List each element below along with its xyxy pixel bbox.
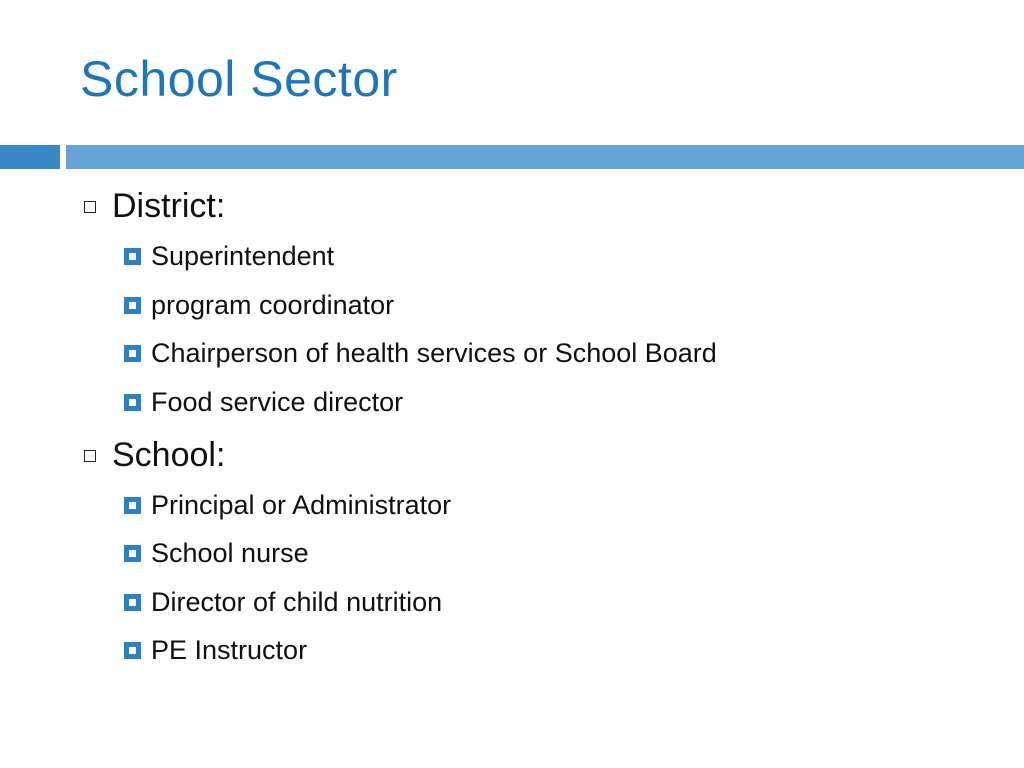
list-item-label: Food service director — [151, 387, 404, 417]
hollow-square-bullet-icon — [84, 201, 96, 213]
title-rule-left — [0, 145, 60, 169]
list-item-label: Superintendent — [151, 241, 335, 271]
list-item — [124, 490, 451, 521]
filled-square-bullet-icon — [124, 545, 141, 562]
list-item-label: Principal or Administrator — [151, 490, 452, 520]
list-item — [124, 587, 442, 618]
list-item-label: Chairperson of health services or School Board — [151, 338, 717, 368]
list-item — [124, 635, 307, 666]
list-item-label: PE Instructor — [151, 635, 308, 665]
filled-square-bullet-icon — [124, 345, 141, 362]
filled-square-bullet-icon — [124, 642, 141, 659]
list-item — [124, 241, 334, 272]
title-rule-right — [66, 145, 1024, 169]
section-label: District: — [112, 187, 226, 225]
slide-title: School Sector — [80, 51, 398, 107]
list-item — [124, 538, 309, 569]
list-item-label: Director of child nutrition — [151, 587, 443, 617]
list-item-label: program coordinator — [151, 290, 395, 320]
filled-square-bullet-icon — [124, 497, 141, 514]
list-item — [124, 387, 403, 418]
section-school — [84, 436, 225, 475]
filled-square-bullet-icon — [124, 297, 141, 314]
list-item-label: School nurse — [151, 538, 309, 568]
list-item — [124, 290, 394, 321]
filled-square-bullet-icon — [124, 248, 141, 265]
filled-square-bullet-icon — [124, 394, 141, 411]
hollow-square-bullet-icon — [84, 450, 96, 462]
section-label: School: — [112, 436, 226, 474]
filled-square-bullet-icon — [124, 594, 141, 611]
list-item — [124, 338, 717, 369]
section-district — [84, 187, 225, 226]
